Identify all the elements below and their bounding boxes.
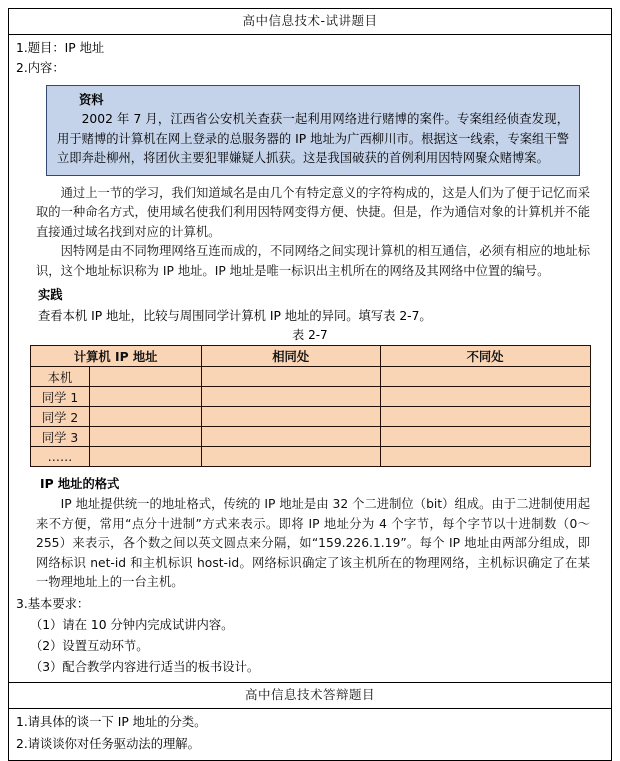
basic-requirements-block [16, 594, 604, 678]
content-line: 2.内容： [16, 61, 65, 75]
practice-instruction: 查看本机 IP 地址，比较与周围同学计算机 IP 地址的异同。填写表 2-7。 [38, 309, 432, 323]
cell-same[interactable] [201, 447, 380, 467]
requirement-item: （2）设置互动环节。 [30, 638, 149, 653]
table-row [30, 367, 590, 387]
row-label: …… [30, 447, 90, 467]
ip-format-heading: IP 地址的格式 [40, 477, 120, 491]
requirement-item: （1）请在 10 分钟内完成试讲内容。 [30, 617, 234, 632]
cell-same[interactable] [201, 407, 380, 427]
cell-diff[interactable] [380, 387, 590, 407]
defense-question-item: 1.请具体的谈一下 IP 地址的分类。 [16, 715, 207, 729]
table-row [30, 427, 590, 447]
cell-same[interactable] [201, 387, 380, 407]
trial-lecture-section [8, 8, 612, 683]
cell-ip[interactable] [90, 367, 201, 387]
table-header-diff: 不同处 [380, 346, 590, 367]
cell-same[interactable] [201, 427, 380, 447]
defense-questions [9, 709, 611, 760]
table-caption: 表 2-7 [292, 328, 328, 342]
ip-format-text-wrap [16, 495, 604, 593]
trial-lecture-body [9, 35, 611, 682]
section-title-trial-lecture: 高中信息技术-试讲题目 [9, 9, 611, 35]
table-row [30, 387, 590, 407]
row-label: 同学 1 [30, 387, 90, 407]
row-label: 同学 3 [30, 427, 90, 447]
table-row [30, 407, 590, 427]
cell-diff[interactable] [380, 407, 590, 427]
row-label: 本机 [30, 367, 90, 387]
section-title-defense: 高中信息技术答辩题目 [9, 683, 611, 709]
cell-diff[interactable] [380, 427, 590, 447]
defense-section [8, 683, 612, 761]
cell-diff[interactable] [380, 367, 590, 387]
cell-ip[interactable] [90, 427, 201, 447]
lesson-paragraphs [16, 184, 604, 282]
cell-diff[interactable] [380, 447, 590, 467]
cell-ip[interactable] [90, 447, 201, 467]
cell-ip[interactable] [90, 407, 201, 427]
defense-question-item: 2.请谈谈你对任务驱动法的理解。 [16, 737, 200, 751]
cell-ip[interactable] [90, 387, 201, 407]
material-callout-title: 资料 [79, 93, 104, 107]
material-callout [46, 85, 580, 176]
practice-heading: 实践 [38, 288, 63, 302]
paragraph-internet-address: 因特网是由不同物理网络互连而成的，不同网络之间实现计算机的相互通信，必须有相应的地址标识，这个地址标识称为 IP 地址。IP 地址是唯一标识出主机所在的网络及其网络中位置的编号。 [36, 244, 590, 278]
paragraph-domain-name: 通过上一节的学习，我们知道域名是由几个有特定意义的字符构成的，这是人们为了便于记忆而采取的一种命名方式，使用域名使我们利用因特网变得方便、快捷。但是，作为通信对象的计算机并不能直接通过域名找到对应的计算机。 [36, 185, 590, 239]
ip-comparison-table [30, 345, 591, 467]
material-callout-body: 2002 年 7 月，江西省公安机关查获一起利用网络进行赌博的案件。专案组经侦查发现，用于赌博的计算机在网上登录的总服务器的 IP 地址为广西柳川市。根据这一线索，专案组干警立即奔赴柳州，将团伙主要犯罪嫌疑人抓获。这是我国破获的首例利用因特网聚众赌博案。 [57, 112, 569, 165]
cell-same[interactable] [201, 367, 380, 387]
requirements-heading: 3.基本要求： [16, 596, 90, 611]
row-label: 同学 2 [30, 407, 90, 427]
table-row [30, 447, 590, 467]
ip-format-body: IP 地址提供统一的地址格式，传统的 IP 地址是由 32 个二进制位（bit）组成。由于二进制使用起来不方便，常用“点分十进制”方式来表示。即将 IP 地址分为 4 个字节，每个字节以十进制数（0～255）来表示，各个数之间以英文圆点来分隔，如“159.226.1.19”。每个 IP 地址由两部分组成，即网络标识 net-id 和主机标识 host-id。网络标识确定了该主机所在的物理网络，主机标识确定了在某一物理地址上的一台主机。 [36, 497, 590, 589]
ip-format-block [16, 473, 604, 593]
table-header-same: 相同处 [201, 346, 380, 367]
requirement-item: （3）配合教学内容进行适当的板书设计。 [30, 659, 260, 674]
table-header-row [30, 346, 590, 367]
table-header-ip: 计算机 IP 地址 [30, 346, 201, 367]
topic-line: 1.题目：IP 地址 [16, 41, 105, 55]
practice-block [16, 285, 604, 326]
